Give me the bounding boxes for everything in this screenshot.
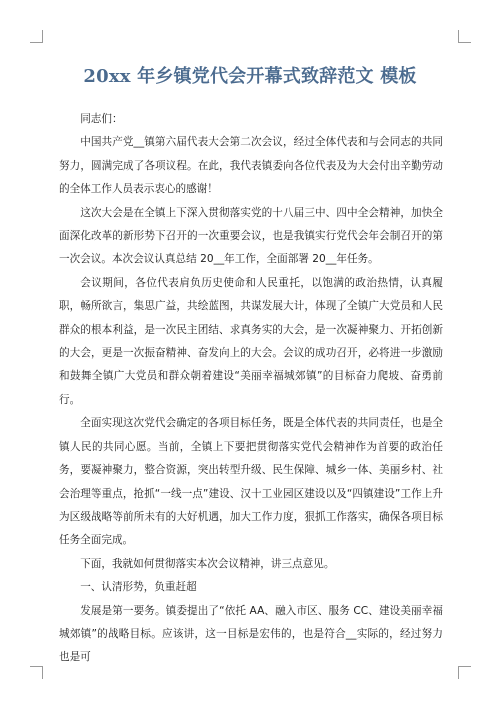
paragraph-development: 发展是第一要务。镇委提出了“依托 AA、融入市区、服务 CC、建设美丽幸福城郊镇”的战略目标。应该讲，这一目标是宏伟的，也是符合__实际的，经过努力也是可 (59, 604, 443, 664)
document-title: 20xx 年乡镇党代会开幕式致辞范文 模板 (83, 66, 417, 87)
crop-mark-top-left (30, 30, 43, 43)
crop-mark-top-right (458, 30, 471, 43)
paragraph-intro: 中国共产党__镇第六届代表大会第二次会议，经过全体代表和与会同志的共同努力，圆满完成了各项议程。在此，我代表镇委向各位代表及为大会付出辛勤劳动的全体工作人员表示衷心的感谢！ (59, 136, 443, 196)
paragraph-goals: 全面实现这次党代会确定的各项目标任务，既是全体代表的共同责任，也是全镇人民的共同心愿。当前，全镇上下要把贯彻落实党代会精神作为首要的政治任务，要凝神聚力，整合资源，突出转型升级、民生保障、城乡一体、美丽乡村、社会治理等重点，抢抓“一线一点”建设、汉十工业园区建设以及“四镇建设”工作上升为区级战略等前所未有的大好机遇，加大工作力度，狠抓工作落实，确保各项目标任务全面完成。 (59, 417, 443, 547)
section-heading-1: 一、认清形势，负重赶超 (80, 581, 197, 594)
crop-mark-bottom-left (30, 666, 43, 679)
crop-mark-bottom-right (458, 666, 471, 679)
salutation: 同志们： (80, 113, 123, 125)
paragraph-meeting: 会议期间，各位代表肩负历史使命和人民重托，以饱满的政治热情，认真履职，畅所欲言，集思广益，共绘蓝图，共谋发展大计，体现了全镇广大党员和人民群众的根本利益，是一次民主团结、求真务实的大会，是一次凝神聚力、开拓创新的大会，更是一次振奋精神、奋发向上的大会。会议的成功召开，必将进一步激励和鼓舞全镇广大党员和群众朝着建设“美丽幸福城郊镇”的目标奋力爬坡、奋勇前行。 (59, 276, 443, 406)
paragraph-transition: 下面，我就如何贯彻落实本次会议精神，讲三点意见。 (80, 557, 335, 570)
paragraph-context: 这次大会是在全镇上下深入贯彻落实党的十八届三中、四中全会精神，加快全面深化改革的新形势下召开的一次重要会议，也是我镇实行党代会年会制召开的第一次会议。本次会议认真总结 20__年工作，全面部署 20__年任务。 (59, 206, 443, 266)
document-body (59, 108, 443, 670)
